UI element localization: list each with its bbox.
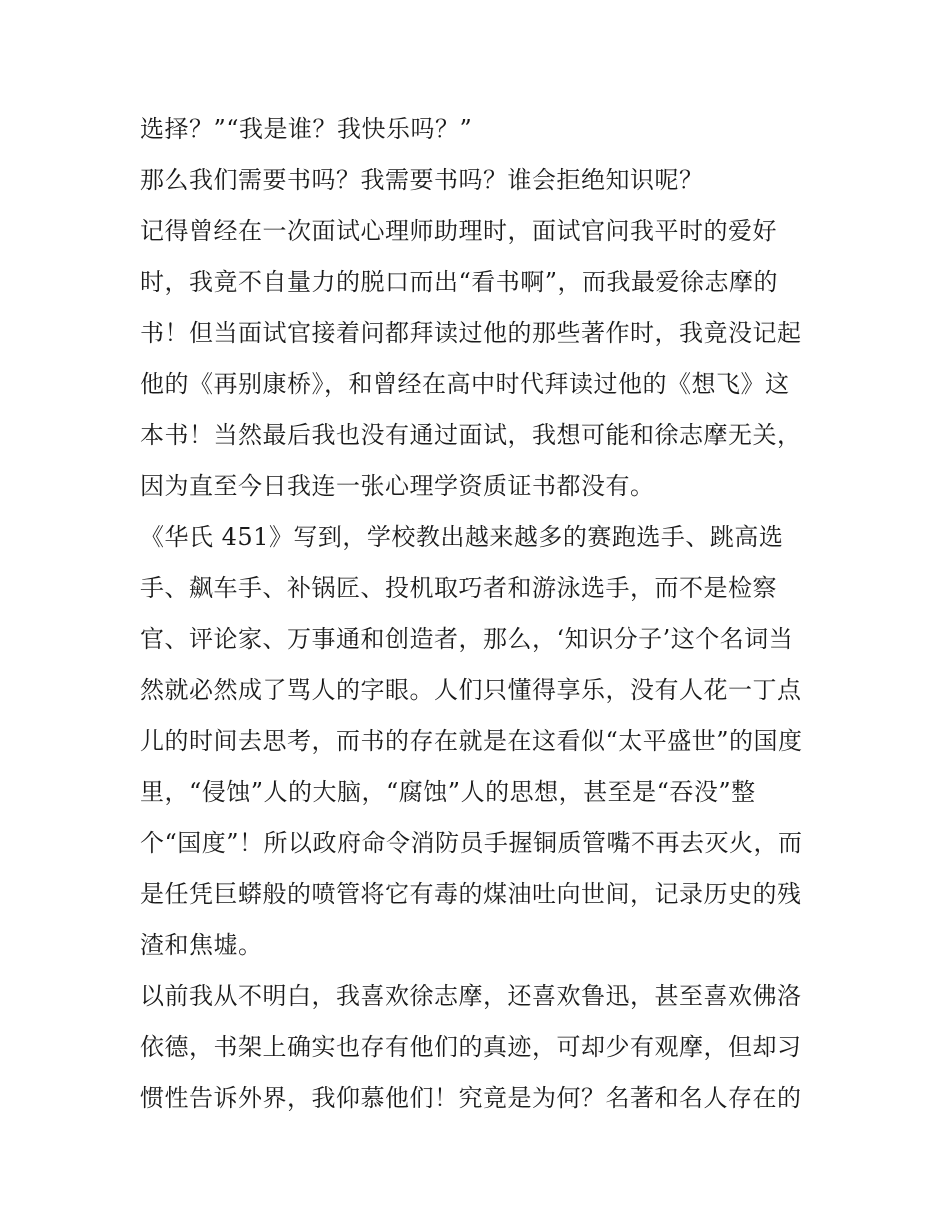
text-line: 里，“侵蚀”人的大脑，“腐蚀”人的思想，甚至是“吞没”整 (140, 778, 756, 806)
text-line: 依德，书架上确实也存有他们的真迹，可却少有观摩，但却习 (140, 1033, 802, 1061)
text-line: 他的《再别康桥》，和曾经在高中时代拜读过他的《想飞》这 (140, 370, 790, 398)
text-line: 那么我们需要书吗？我需要书吗？谁会拒绝知识呢？ (140, 166, 704, 194)
text-line: 官、评论家、万事通和创造者，那么，‘知识分子’这个名词当 (140, 625, 794, 653)
text-line: 然就必然成了骂人的字眼。人们只懂得享乐，没有人花一丁点 (140, 676, 802, 704)
text-line: 书！但当面试官接着问都拜读过他的那些著作时，我竟没记起 (140, 319, 802, 347)
text-line: 本书！当然最后我也没有通过面试，我想可能和徐志摩无关， (140, 421, 802, 449)
text-line: 个“国度”！所以政府命令消防员手握铜质管嘴不再去灭火，而 (140, 829, 803, 857)
text-line: 是任凭巨蟒般的喷管将它有毒的煤油吐向世间，记录历史的残 (140, 880, 802, 908)
text-line: 时，我竟不自量力的脱口而出“看书啊”，而我最爱徐志摩的 (140, 268, 779, 296)
text-line: 儿的时间去思考，而书的存在就是在这看似“太平盛世”的国度 (140, 727, 803, 755)
text-line: 渣和焦墟。 (140, 931, 263, 959)
body-text (140, 104, 820, 1124)
text-line: 惯性告诉外界，我仰慕他们！究竟是为何？名著和名人存在的 (140, 1084, 802, 1112)
text-line: 选择？”“我是谁？我快乐吗？” (140, 115, 473, 143)
text-line: 以前我从不明白，我喜欢徐志摩，还喜欢鲁迅，甚至喜欢佛洛 (140, 982, 802, 1010)
text-line: 手、飙车手、补锅匠、投机取巧者和游泳选手，而不是检察 (140, 574, 777, 602)
text-line: 因为直至今日我连一张心理学资质证书都没有。 (140, 472, 655, 500)
text-line: 《华氏 451》写到，学校教出越来越多的赛跑选手、跳高选 (140, 523, 784, 551)
text-line: 记得曾经在一次面试心理师助理时，面试官问我平时的爱好 (140, 217, 777, 245)
